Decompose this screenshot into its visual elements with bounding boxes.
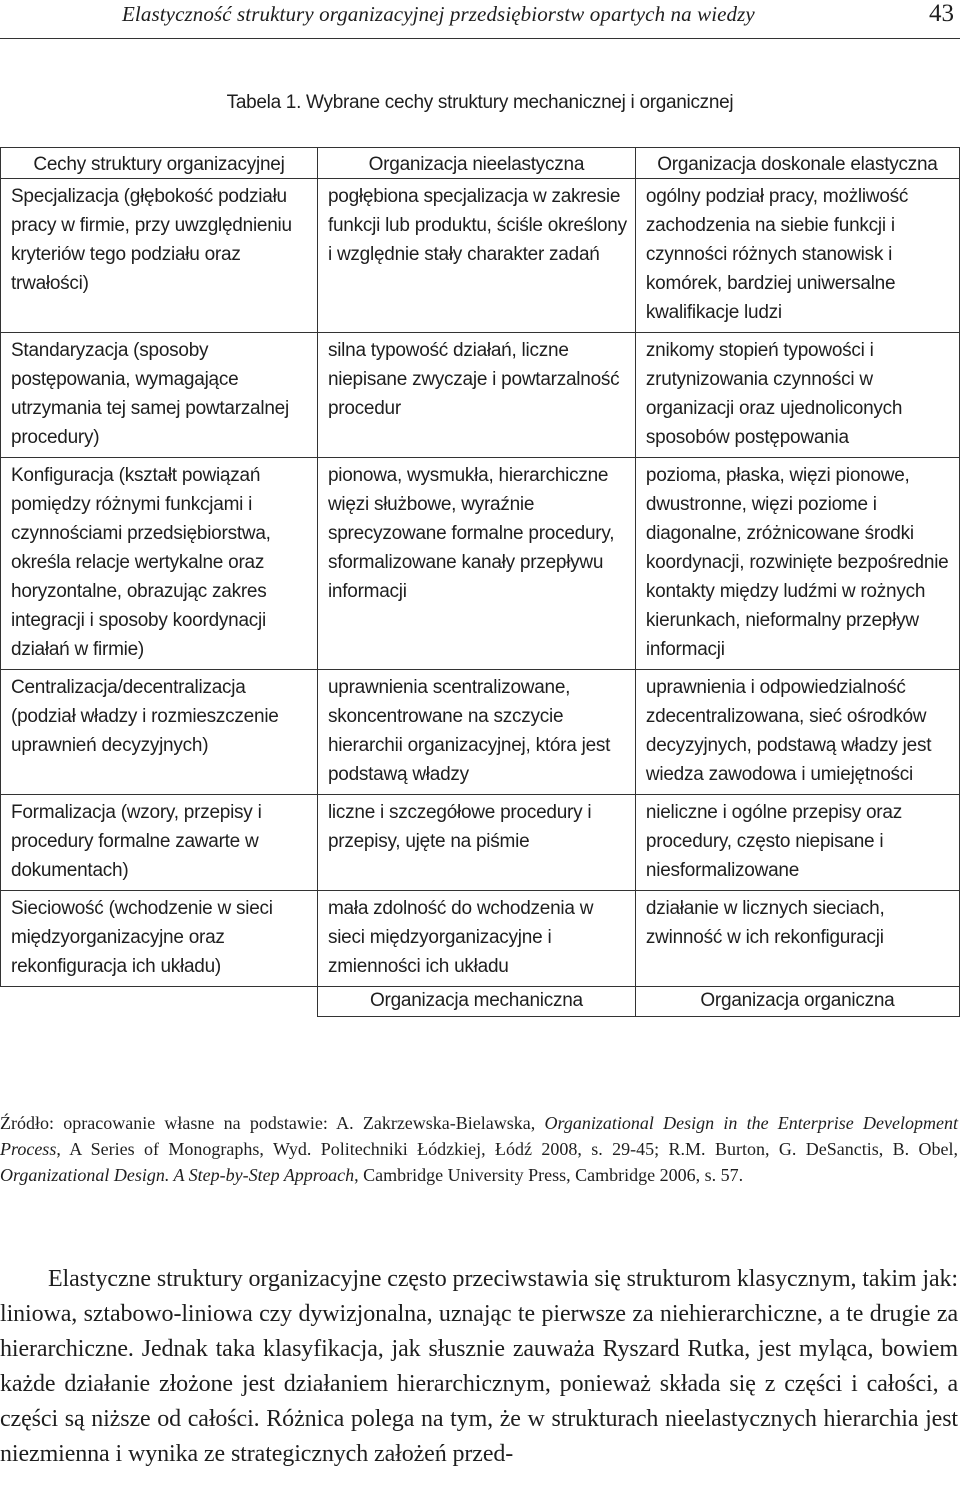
- flexible-cell: działanie w licznych sieciach, zwinność w ich rekonfiguracji: [635, 891, 959, 987]
- feature-cell: Formalizacja (wzory, przepisy i procedury formalne zawarte w dokumentach): [1, 795, 318, 891]
- footer-mechanical: Organizacja mechaniczna: [317, 987, 635, 1017]
- flexible-cell: ogólny podział pracy, możliwość zachodzenia na siebie funkcji i czynności różnych stanowisk i komórek, bardziej uniwersalne kwalifikacje ludzi: [635, 179, 959, 333]
- table-row: [1, 179, 960, 333]
- comparison-table: [0, 147, 960, 1017]
- source-prefix: Źródło: opracowanie własne na podstawie: A. Zakrzewska-Bielawska,: [0, 1113, 545, 1133]
- inflexible-cell: mała zdolność do wchodzenia w sieci międzyorganizacyjne i zmienności ich układu: [317, 891, 635, 987]
- table-row: [1, 670, 960, 795]
- flexible-cell: znikomy stopień typowości i zrutynizowania czynności w organizacji oraz ujednoliconych sposobów postępowania: [635, 333, 959, 458]
- inflexible-cell: pogłębiona specjalizacja w zakresie funkcji lub produktu, ściśle określony i względnie stały charakter zadań: [317, 179, 635, 333]
- source-note: [0, 1110, 958, 1188]
- flexible-cell: nieliczne i ogólne przepisy oraz procedury, często niepisane i niesformalizowane: [635, 795, 959, 891]
- source-title-2: Organizational Design. A Step-by-Step Approach: [0, 1165, 355, 1185]
- table-row: [1, 795, 960, 891]
- footer-organic: Organizacja organiczna: [635, 987, 959, 1017]
- inflexible-cell: uprawnienia scentralizowane, skoncentrowane na szczycie hierarchii organizacyjnej, która jest podstawą władzy: [317, 670, 635, 795]
- inflexible-cell: pionowa, wysmukła, hierarchiczne więzi służbowe, wyraźnie sprecyzowane formalne procedury, sformalizowane kanały przepływu informacji: [317, 458, 635, 670]
- running-header: [0, 0, 960, 39]
- source-title-1: Organizational Design in the Enterprise Development Process: [0, 1113, 958, 1159]
- running-title: Elastyczność struktury organizacyjnej przedsiębiorstw opartych na wiedzy: [122, 2, 755, 26]
- body-paragraph: Elastyczne struktury organizacyjne często przeciwstawia się strukturom klasycznym, takim jak: liniowa, sztabowo-liniowa czy dywizjonalna, uznając te pierwsze za niehierarchiczne, a te drugie za hierarchiczne. Jednak taka klasyfikacja, jak słusznie zauważa Ryszard Rutka, jest myląca, bowiem każde działanie złożone jest działaniem hierarchicznym, ponieważ składa się z części i całości, a części są niższe od całości. Różnica polega na tym, że w strukturach nieelastycznych hierarchia jest niezmienna i wynika ze strategicznych założeń przed-: [0, 1266, 958, 1467]
- table-footer-row: [1, 987, 960, 1017]
- header-inflexible: Organizacja nieelastyczna: [317, 148, 635, 179]
- flexible-cell: pozioma, płaska, więzi pionowe, dwustronne, więzi poziome i diagonalne, zróżnicowane środki koordynacji, rozwinięte bezpośrednie kontakty między ludźmi w rożnych kierunkach, nieformalny przepływ informacji: [635, 458, 959, 670]
- table-row: [1, 891, 960, 987]
- feature-cell: Konfiguracja (kształt powiązań pomiędzy różnymi funkcjami i czynnościami przedsiębiorstwa, określa relacje wertykalne oraz horyzontalne, obrazując zakres integracji i sposoby koordynacji działań w firmie): [1, 458, 318, 670]
- table-caption: Tabela 1. Wybrane cechy struktury mechanicznej i organicznej: [226, 92, 734, 113]
- footer-empty-cell: [1, 987, 318, 1017]
- table-row: [1, 458, 960, 670]
- header-features: Cechy struktury organizacyjnej: [1, 148, 318, 179]
- feature-cell: Specjalizacja (głębokość podziału pracy w firmie, przy uwzględnieniu kryteriów tego podziału oraz trwałości): [1, 179, 318, 333]
- page-number: 43: [929, 0, 954, 27]
- table-row: [1, 333, 960, 458]
- feature-cell: Centralizacja/decentralizacja (podział władzy i rozmieszczenie uprawnień decyzyjnych): [1, 670, 318, 795]
- source-mid: , A Series of Monographs, Wyd. Politechniki Łódzkiej, Łódź 2008, s. 29-45; R.M. Burton, G. DeSanctis, B. Obel,: [56, 1139, 958, 1159]
- inflexible-cell: silna typowość działań, liczne niepisane zwyczaje i powtarzalność procedur: [317, 333, 635, 458]
- inflexible-cell: liczne i szczegółowe procedury i przepisy, ujęte na piśmie: [317, 795, 635, 891]
- flexible-cell: uprawnienia i odpowiedzialność zdecentralizowana, sieć ośrodków decyzyjnych, podstawą władzy jest wiedza zawodowa i umiejętności: [635, 670, 959, 795]
- header-flexible: Organizacja doskonale elastyczna: [635, 148, 959, 179]
- source-suffix: , Cambridge University Press, Cambridge 2006, s. 57.: [354, 1165, 744, 1185]
- table-header-row: [1, 148, 960, 179]
- feature-cell: Sieciowość (wchodzenie w sieci międzyorganizacyjne oraz rekonfiguracja ich układu): [1, 891, 318, 987]
- feature-cell: Standaryzacja (sposoby postępowania, wymagające utrzymania tej samej powtarzalnej procedury): [1, 333, 318, 458]
